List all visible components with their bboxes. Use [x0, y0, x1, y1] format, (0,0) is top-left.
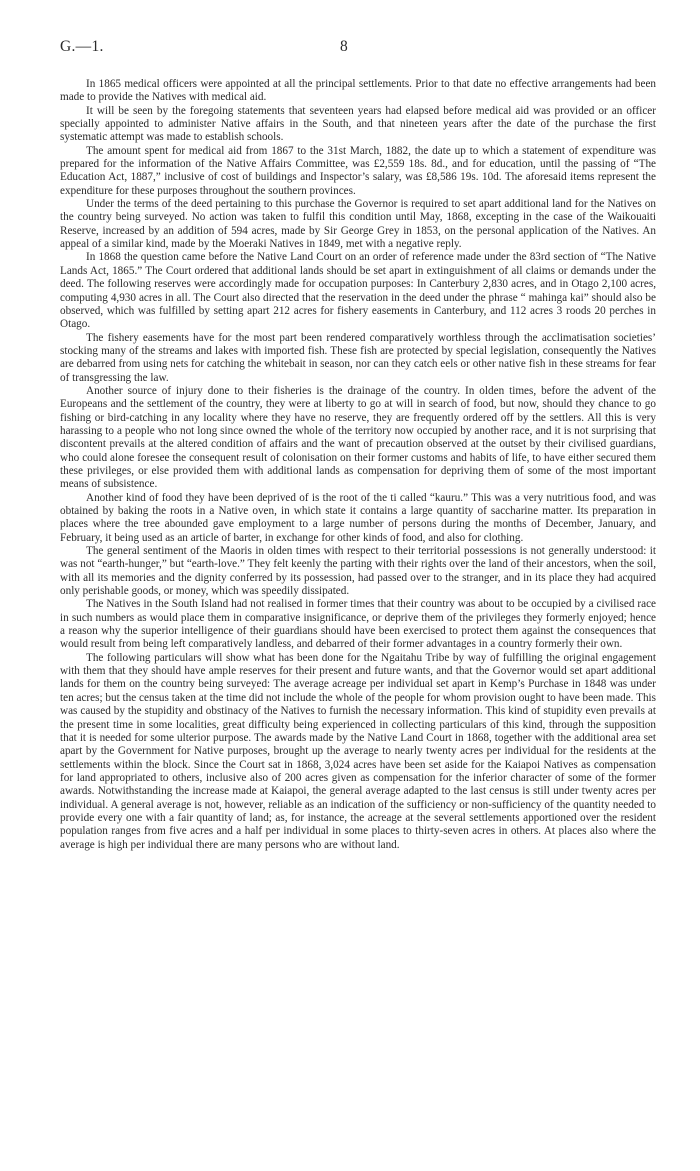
paragraph-land-court-1868: In 1868 the question came before the Native Land Court on an order of reference made under the 83rd section of “The Native Lands Act, 1865.” The Court ordered that additional lands should be set apart in extinguishment of all claims or demands under the deed. The following reserves were accordingly made for occupation purposes: In Canterbury 2,830 acres, and in Otago 2,100 acres, computing 4,930 acres in all. The Court also directed that the reservation in the deed under the phrase “ mahinga kai” should also be observed, which was fulfilled by setting apart 212 acres for fishery easements in Canterbury, and 112 acres 3 roods 20 perches in Otago.: [60, 251, 656, 331]
paragraph-drainage: Another source of injury done to their fisheries is the drainage of the country. In olden times, before the advent of the Europeans and the settlement of the country, they were at liberty to go at will in search of food, but now, should they chance to go fishing or bird-catching in any locality where they have no reserve, they are frequently ordered off by the settlers. All this is very harassing to a people who not long since owned the whole of the territory now occupied by another race, and it is not surprising that discontent prevails at the altered condition of affairs and the want of precaution observed at the outset by their civilised guardians, who could alone foresee the consequent result of colonisation on their former customs and habits of life, to have either secured them these privileges, or else provided them with additional lands as compensation for depriving them of some of the most important means of subsistence.: [60, 384, 656, 491]
page-number: 8: [340, 38, 349, 55]
body-text: [60, 78, 656, 852]
paragraph-elapsed-years: It will be seen by the foregoing statements that seventeen years had elapsed before medical aid was provided or an officer specially appointed to administer Native affairs in the South, and that nineteen years after the date of the purchase the first systematic attempt was made to establish schools.: [60, 104, 656, 144]
paragraph-south-island: The Natives in the South Island had not realised in former times that their country was about to be occupied by a civilised race in such numbers as would place them in comparative insignificance, or deprive them of the privileges they formerly enjoyed; hence a reason why the superior intelligence of their guardians should have been exercised to protect them against the consequences that would result from being left comparatively landless, and debarred of their former advantages in a country formerly their own.: [60, 598, 656, 651]
paragraph-fishery-easements: The fishery easements have for the most part been rendered comparatively worthless through the acclimatisation societies’ stocking many of the streams and lakes with imported fish. These fish are protected by special legislation, consequently the Natives are debarred from using nets for catching the whitebait in season, nor can they catch eels or other native fish in these streams for fear of transgressing the law.: [60, 331, 656, 384]
paragraph-medical-officers: In 1865 medical officers were appointed at all the principal settlements. Prior to that date no effective arrangements had been made to provide the Natives with medical aid.: [60, 78, 656, 104]
document-reference: G.—1.: [60, 38, 104, 55]
paragraph-kauru: Another kind of food they have been deprived of is the root of the ti called “kauru.” This was a very nutritious food, and was obtained by baking the roots in a Native oven, in which state it contains a large quantity of saccharine matter. Its preparation in places where the tree abounded gave employment to a large number of persons during the months of December, January, and February, it being used as an article of barter, in exchange for other kinds of food, and also for clothing.: [60, 491, 656, 544]
paragraph-expenditure: The amount spent for medical aid from 1867 to the 31st March, 1882, the date up to which a statement of expenditure was prepared for the information of the Native Affairs Committee, was £2,559 18s. 8d., and for education, until the passing of “The Education Act, 1887,” inclusive of cost of buildings and Inspector’s salary, was £8,586 19s. 10d. The aforesaid items represent the expenditure for these purposes throughout the southern provinces.: [60, 144, 656, 197]
paragraph-earth-love: The general sentiment of the Maoris in olden times with respect to their territorial possessions is not generally understood: it was not “earth-hunger,” but “earth-love.” They felt keenly the parting with their rights over the land of their ancestors, when the soil, with all its memories and the dignity conferred by its possession, had passed over to the stranger, and in its place they had acquired only perishable goods, or money, which was speedily dissipated.: [60, 545, 656, 598]
page-header: [60, 38, 656, 64]
paragraph-deed-terms: Under the terms of the deed pertaining to this purchase the Governor is required to set apart additional land for the Natives on the country being surveyed. No action was taken to fulfil this condition until May, 1868, excepting in the case of the Waikouaiti Reserve, increased by an addition of 594 acres, made by Sir George Grey in 1853, on the personal application of the Natives. An appeal of a similar kind, made by the Moeraki Natives in 1849, met with a negative reply.: [60, 198, 656, 251]
paragraph-ngaitahu: The following particulars will show what has been done for the Ngaitahu Tribe by way of fulfilling the original engagement with them that they should have ample reserves for their present and future wants, and that the Governor would set apart additional lands for them on the country being surveyed: The average acreage per individual set apart in Kemp’s Purchase in 1848 was under ten acres; but the census taken at the time did not include the whole of the people for whom provision ought to have been made. This was caused by the stupidity and obstinacy of the Natives to furnish the necessary information. This kind of stupidity even prevails at the present time in some localities, great difficulty being experienced in collecting particulars of this kind, through the supposition that it is needed for some ulterior purpose. The awards made by the Native Land Court in 1868, together with the additional area set apart by the Government for Native purposes, brought up the average to nearly twenty acres per individual for the residents at the settlements within the block. Since the Court sat in 1868, 3,024 acres have been set aside for the Kaiapoi Natives as compensation for land appropriated to others, inclusive also of 200 acres given as compensation for the inferior character of some of the former awards. Notwithstanding the increase made at Kaiapoi, the general average adapted to the last census is still under twenty acres per individual. A general average is not, however, reliable as an indication of the sufficiency or non-sufficiency of the quantity needed to provide every one with a fair quantity of land; as, for instance, the acreage at the several settlements apportioned over the resident population ranges from five acres and a half per individual in some places to thirty-seven acres in others. At places also where the average is high per individual there are many persons who are without land.: [60, 651, 656, 851]
document-page: [60, 38, 656, 852]
